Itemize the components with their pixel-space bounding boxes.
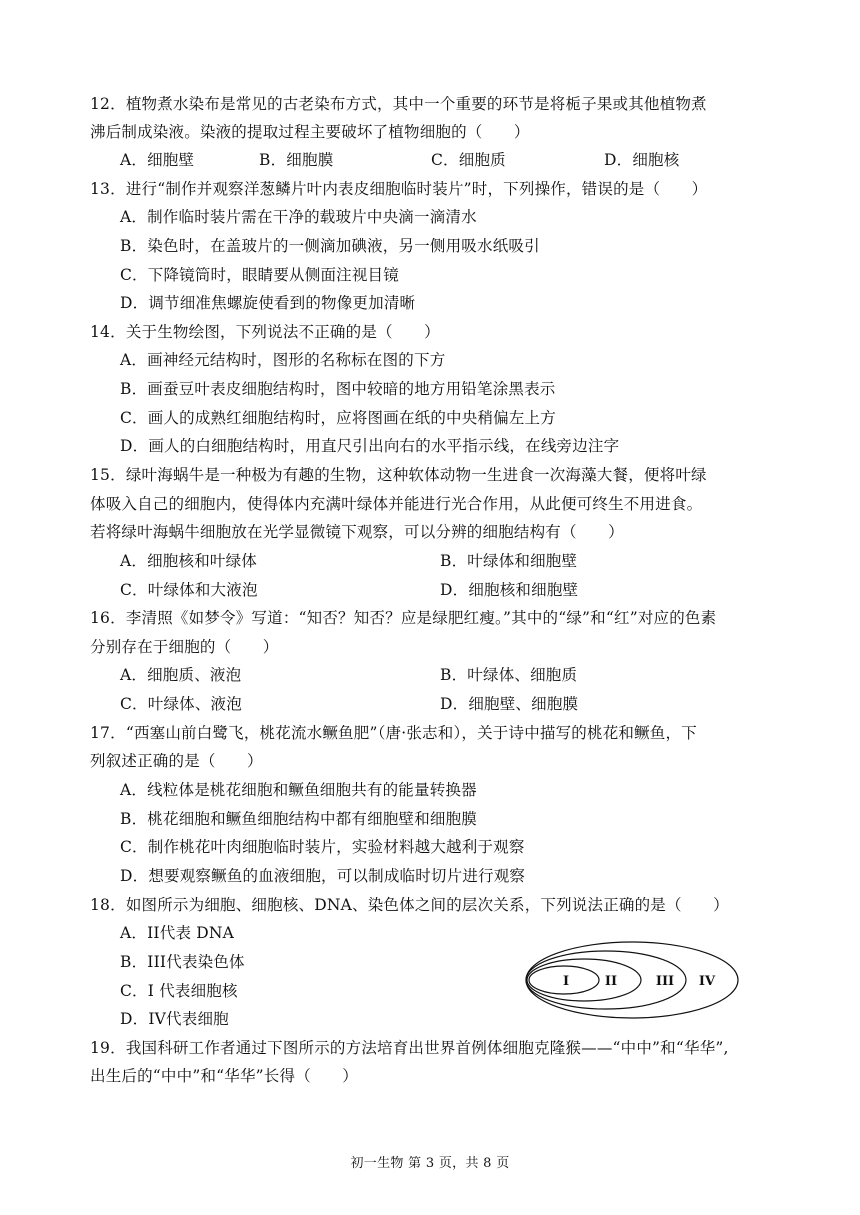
question-17-option-c: C．制作桃花叶肉细胞临时装片，实验材料越大越利于观察 [120, 838, 525, 856]
question-15-line-1: 15．绿叶海蜗牛是一种极为有趣的生物，这种软体动物一生进食一次海藻大餐，便将叶绿 [90, 466, 707, 484]
nested-hierarchy-diagram [524, 940, 740, 1020]
question-18-option-a: A．II代表 DNA [120, 924, 235, 942]
question-16-line-1: 16．李清照《如梦令》写道：“知否？知否？应是绿肥红瘦。”其中的“绿”和“红”对应的色素 [90, 609, 717, 627]
question-12-line-1: 12．植物煮水染布是常见的古老染布方式，其中一个重要的环节是将栀子果或其他植物煮 [90, 95, 707, 113]
question-17-line-2: 列叙述正确的是（ ） [90, 752, 263, 770]
question-14-option-a: A．画神经元结构时，图形的名称标在图的下方 [120, 351, 446, 369]
question-12-option-d: D．细胞核 [604, 151, 680, 169]
question-12-option-c: C．细胞质 [431, 151, 506, 169]
question-15-line-3: 若将绿叶海蜗牛细胞放在光学显微镜下观察，可以分辨的细胞结构有（ ） [90, 523, 624, 541]
question-15-option-a: A．细胞核和叶绿体 [120, 552, 257, 570]
question-14-option-c: C．画人的成熟红细胞结构时，应将图画在纸的中央稍偏左上方 [120, 409, 556, 427]
ellipse-ii [527, 959, 641, 1001]
question-13-option-d: D．调节细准焦螺旋使看到的物像更加清晰 [120, 294, 416, 312]
question-15-line-2: 体吸入自己的细胞内，使得体内充满叶绿体并能进行光合作用，从此便可终生不用进食。 [90, 495, 703, 513]
label-iii: III [655, 974, 675, 989]
question-17-option-b: B．桃花细胞和鳜鱼细胞结构中都有细胞壁和细胞膜 [120, 810, 477, 828]
question-15-option-b: B．叶绿体和细胞壁 [440, 552, 578, 570]
question-18-option-b: B．III代表染色体 [120, 953, 245, 971]
label-i: I [562, 974, 570, 989]
label-iv: IV [698, 974, 716, 989]
question-17-line-1: 17．“西塞山前白鹭飞，桃花流水鳜鱼肥”（唐·张志和），关于诗中描写的桃花和鳜鱼，下 [90, 724, 697, 742]
question-13-option-b: B．染色时，在盖玻片的一侧滴加碘液，另一侧用吸水纸吸引 [120, 237, 540, 255]
question-18-option-c: C．I 代表细胞核 [120, 982, 238, 1000]
question-14-option-d: D．画人的白细胞结构时，用直尺引出向右的水平指示线，在线旁边注字 [120, 437, 620, 455]
page-footer: 初一生物 第 3 页，共 8 页 [350, 1156, 510, 1171]
question-17-option-a: A．线粒体是桃花细胞和鳜鱼细胞共有的能量转换器 [120, 781, 477, 799]
question-12-option-b: B．细胞膜 [259, 151, 334, 169]
question-16-option-c: C．叶绿体、液泡 [120, 695, 242, 713]
question-12-line-2: 沸后制成染液。染液的提取过程主要破坏了植物细胞的（ ） [90, 123, 530, 141]
question-13-option-a: A．制作临时装片需在干净的载玻片中央滴一滴清水 [120, 208, 477, 226]
question-16-line-2: 分别存在于细胞的（ ） [90, 638, 279, 656]
question-16-option-a: A．细胞质、液泡 [120, 666, 242, 684]
question-18-option-d: D．IV代表细胞 [120, 1010, 229, 1028]
question-16-option-d: D．细胞壁、细胞膜 [440, 695, 579, 713]
label-ii: II [604, 974, 618, 989]
question-14-line-1: 14．关于生物绘图，下列说法不正确的是（ ） [90, 323, 440, 341]
question-19-line-1: 19．我国科研工作者通过下图所示的方法培育出世界首例体细胞克隆猴——“中中”和“华华”, [90, 1039, 729, 1057]
question-15-option-d: D．细胞核和细胞壁 [440, 581, 579, 599]
question-18-line-1: 18．如图所示为细胞、细胞核、DNA、染色体之间的层次关系，下列说法正确的是（ ） [90, 896, 729, 914]
question-12-option-a: A．细胞壁 [120, 151, 195, 169]
question-19-line-2: 出生后的“中中”和“华华”长得（ ） [90, 1067, 358, 1085]
question-15-option-c: C．叶绿体和大液泡 [120, 581, 258, 599]
question-13-option-c: C．下降镜筒时，眼睛要从侧面注视目镜 [120, 266, 399, 284]
question-13-line-1: 13．进行“制作并观察洋葱鳞片叶内表皮细胞临时装片”时，下列操作，错误的是（ ） [90, 180, 708, 198]
question-14-option-b: B．画蚕豆叶表皮细胞结构时，图中较暗的地方用铅笔涂黑表示 [120, 380, 556, 398]
question-16-option-b: B．叶绿体、细胞质 [440, 666, 578, 684]
question-17-option-d: D．想要观察鳜鱼的血液细胞，可以制成临时切片进行观察 [120, 867, 526, 885]
